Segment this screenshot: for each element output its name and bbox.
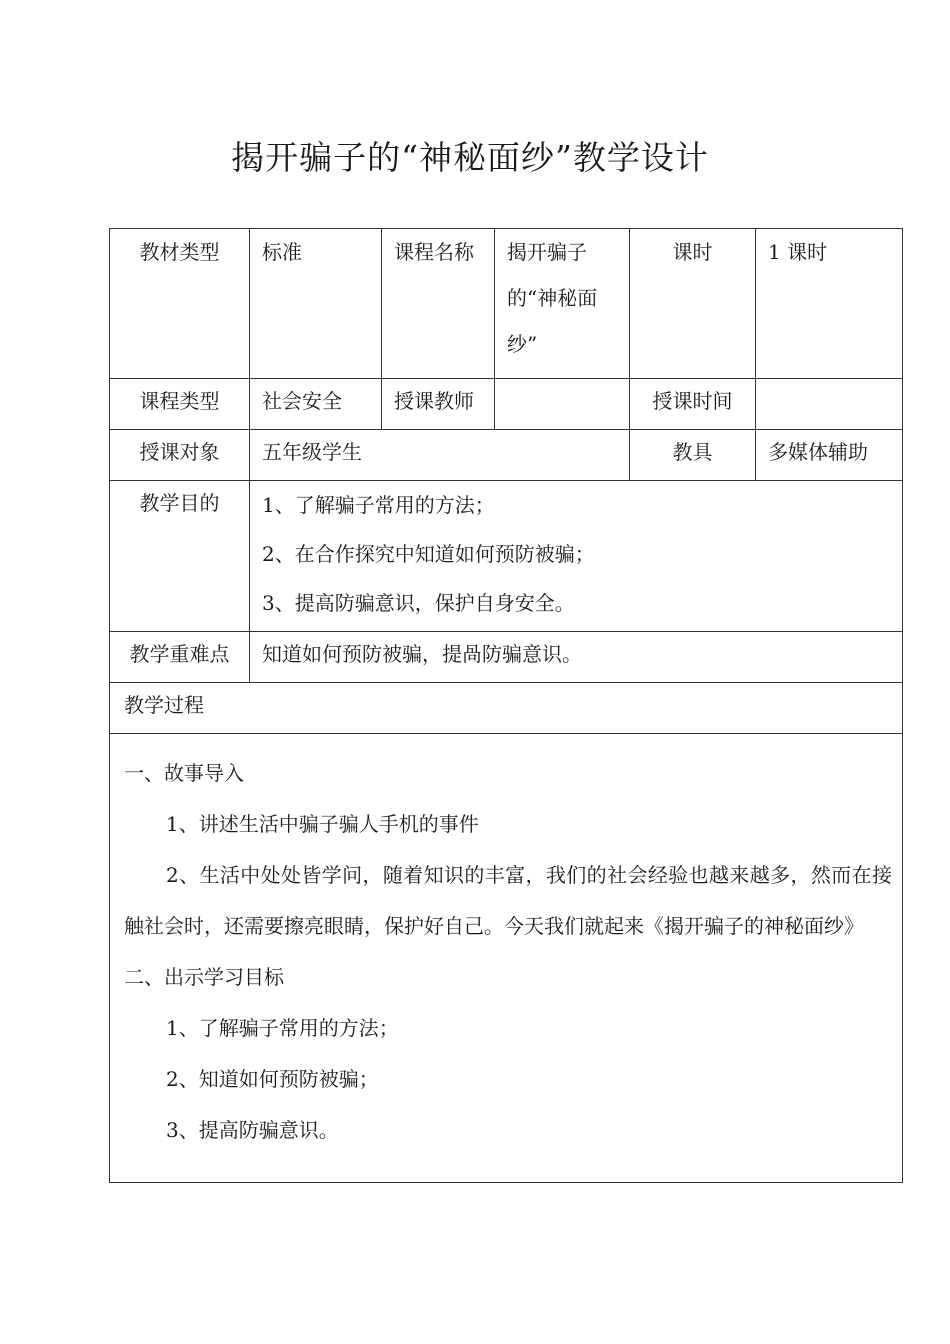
table-row-course-info xyxy=(110,229,903,379)
audience-label: 授课对象 xyxy=(139,440,220,464)
process-label: 教学过程 xyxy=(124,693,204,717)
teacher-label: 授课教师 xyxy=(394,389,474,413)
course-type-label: 课程类型 xyxy=(139,389,220,413)
list-item: 3、提高防骗意识，保护自身安全。 xyxy=(262,591,575,615)
table-row-key-points xyxy=(110,632,903,683)
key-points-label: 教学重难点 xyxy=(129,642,230,666)
document-title: 揭开骗子的“神秘面纱”教学设计 xyxy=(231,138,709,177)
lesson-time-value xyxy=(756,379,902,385)
lesson-time-label: 授课时间 xyxy=(652,389,733,413)
list-item: 2、知道如何预防被骗； xyxy=(166,1067,379,1091)
list-item: 1、讲述生活中骗子骗人手机的事件 xyxy=(166,812,479,836)
key-points-value: 知道如何预防被骗，提咼防骗意识。 xyxy=(262,642,582,666)
teacher-value xyxy=(495,379,629,385)
material-type-label: 教材类型 xyxy=(139,240,220,264)
course-type-value: 社会安全 xyxy=(262,389,342,413)
list-item: 1、了解骗子常用的方法； xyxy=(166,1016,399,1040)
section-heading: 一、故事导入 xyxy=(124,761,244,785)
teaching-goals-list xyxy=(250,481,902,628)
audience-value: 五年级学生 xyxy=(262,440,362,464)
table-row-goals xyxy=(110,481,903,632)
teaching-tools-label: 教具 xyxy=(672,440,713,464)
table-row-process-heading xyxy=(110,683,903,734)
table-row-course-type xyxy=(110,379,903,430)
table-row-process-content xyxy=(110,734,903,1183)
section-heading: 二、出示学习目标 xyxy=(124,965,284,989)
table-row-audience xyxy=(110,430,903,481)
class-hours-value: 1 课时 xyxy=(768,240,828,264)
course-name-value: 揭开骗子的“神秘面纱” xyxy=(507,240,598,356)
process-content xyxy=(110,734,902,1156)
list-item: 2、在合作探究中知道如何预防被骗； xyxy=(262,542,595,566)
teaching-tools-value: 多媒体辅助 xyxy=(768,440,868,464)
list-item: 2、生活中处处皆学问，随着知识的丰富，我们的社会经验也越来越多，然而在接触社会时，还需要擦亮眼睛，保护好自己。今天我们就起来《揭开骗子的神秘面纱》 xyxy=(124,863,892,938)
course-name-label: 课程名称 xyxy=(394,240,474,264)
class-hours-label: 课时 xyxy=(672,240,713,264)
lesson-plan-table xyxy=(109,228,903,1183)
list-item: 1、了解骗子常用的方法； xyxy=(262,493,495,517)
list-item: 3、提高防骗意识。 xyxy=(166,1118,339,1142)
teaching-goals-label: 教学目的 xyxy=(139,491,220,515)
material-type-value: 标准 xyxy=(262,240,302,264)
